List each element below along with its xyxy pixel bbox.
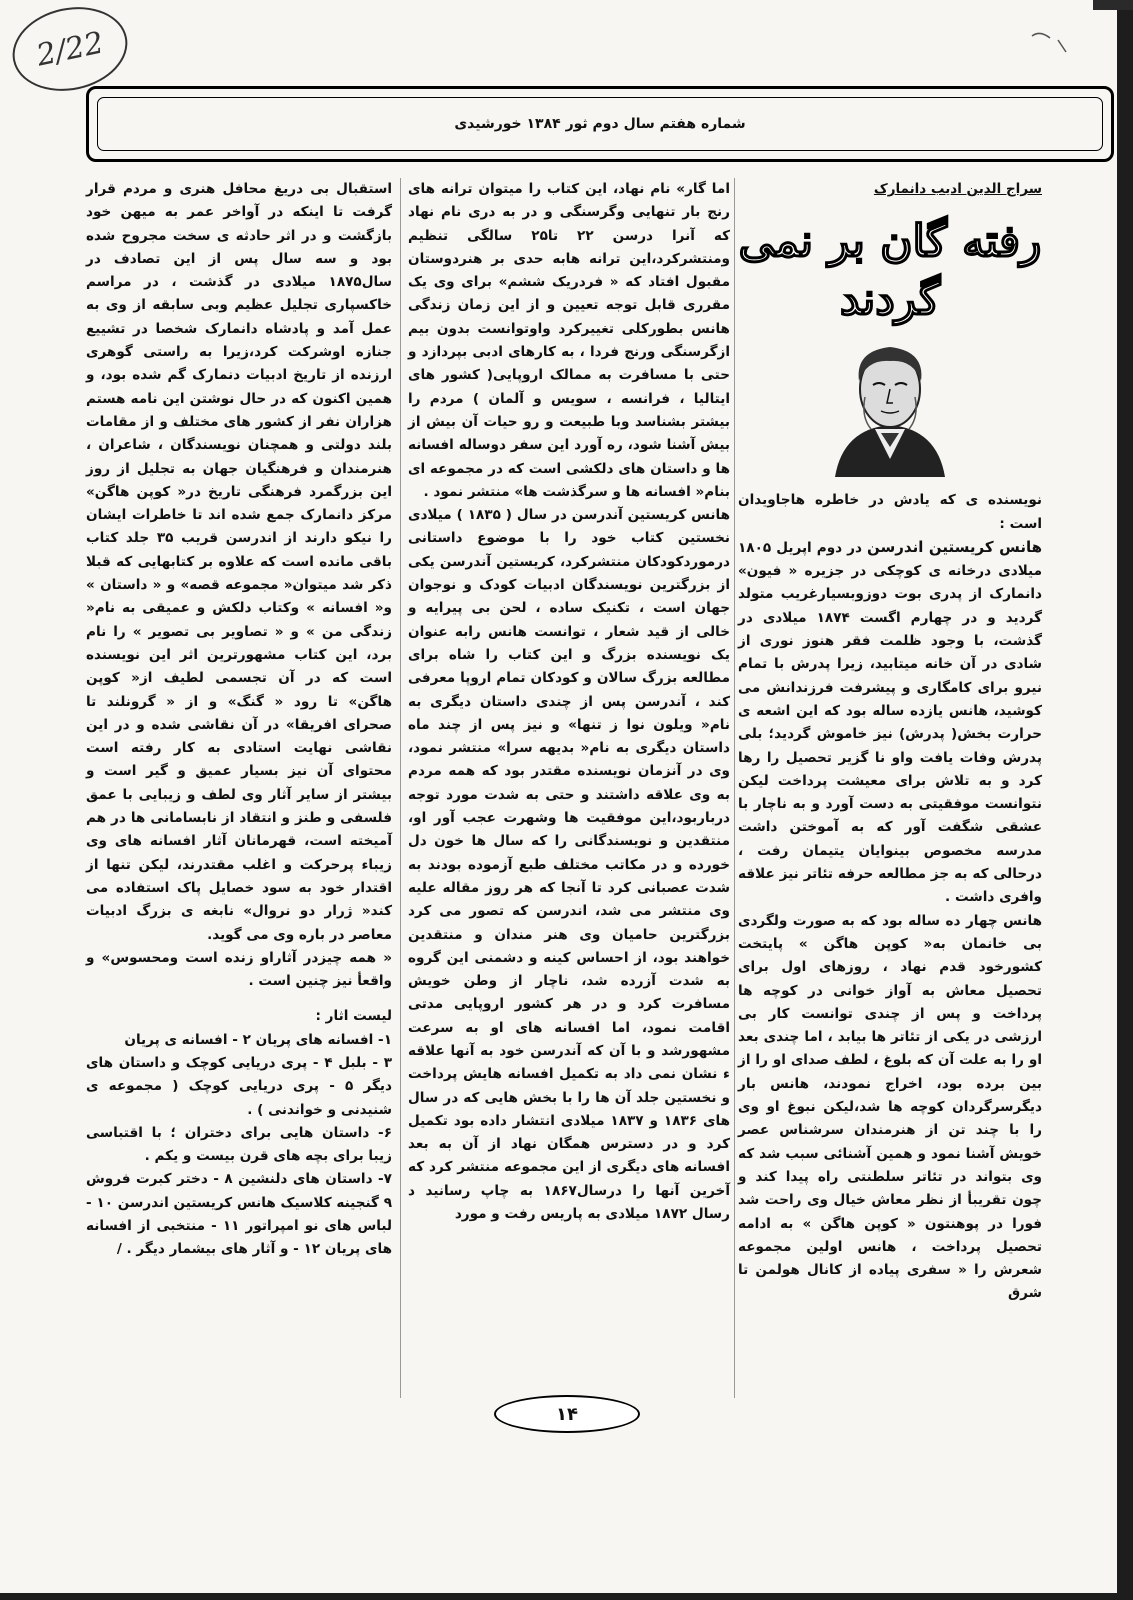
body-paragraph: اما گار» نام نهاد، این کتاب را میتوان ترانه های رنج بار تنهایی وگرسنگی و در به دری نام نهاد که آنرا درسن ۲۲ تا۲۵ سالگی تنظیم ومنتشرکرد،این ترانه هابه حدی بر هنردوستان مقبول افتاد که « فردریک ششم» برای وی یک مقرری قابل توجه تعیین و از این زمان زندگی هانس بطورکلی تغییرکرد واوتوانست بدون بیم ازگرسنگی ورنج فردا ، به کارهای ادبی بپردازد و حتی با مسافرت به ممالک اروپایی( کشور های ایتالیا ، فرانسه ، سویس و آلمان ) مردم را بیشتر بشناسد وبا طبیعت و رو حیات آن بیش از بیش آشنا شود، ره آورد این سفر دوساله افسانه ها و داستان های دلکشی است که در مجموعه ای بنام« افسانه ها و سرگذشت ها» منتشر نمود .	[408, 181, 730, 500]
works-list-item: ۳ - بلبل ۴ - پری دریایی کوچک و داستان های دیگر ۵ - پری دریایی کوچک ( مجموعه ی شنیدنی و خواندنی ) .	[86, 1054, 392, 1118]
column-right	[738, 178, 1042, 1306]
article-title-line1: رفته گان بر نمی	[738, 216, 1042, 268]
works-list-item: ۶- داستان هایی برای دختران ؛ با اقتباسی زیبا برای بچه های قرن بیست و یکم .	[86, 1124, 392, 1165]
issue-header-inner	[97, 97, 1103, 151]
article-title-line2: گردند	[839, 274, 941, 326]
byline: سراج الدین ادیب دانمارک	[873, 181, 1042, 197]
quote: « همه چیزدر آثاراو زنده است ومحسوس» و واقعأ نیز چنین است .	[86, 949, 392, 990]
scan-edge-bottom	[0, 1593, 1133, 1600]
scan-edge-top	[1093, 0, 1133, 10]
portrait-caption: نویسنده ی که یادش در خاطره هاجاویدان است :	[738, 492, 1042, 532]
pen-mark-icon	[1030, 26, 1070, 56]
works-list-item: ۱- افسانه های پریان ۲ - افسانه ی پریان	[124, 1031, 392, 1048]
works-list-title: لیست اثار :	[315, 1008, 392, 1025]
article-title	[738, 213, 1042, 329]
column-left	[86, 178, 392, 1262]
column-middle	[408, 178, 730, 1226]
works-list-item: ۷- داستان های دلنشین ۸ - دختر کبرت فروش ۹ گنجینه کلاسیک هانس کریستین اندرسن ۱۰ - لباس های نو امپراتور ۱۱ - منتخبی از افسانه های پریان ۱۲ - و آثار های بیشمار دیگر . /	[86, 1171, 393, 1258]
intro-text: در دوم اپریل ۱۸۰۵ میلادی درخانه ی کوچکی در جزیره « فیون» دانمارک از پدری بوت دوزوبسیارغریب متولد گردید و در چهارم اگست ۱۸۷۴ میلادی در گذشت، با وجود ظلمت فقر هنوز نوری از شادی در آن خانه میتابید، زیرا پدرش با تمام نیرو برای کامگاری و پیشرفت فرزندانش می کوشید، هانس یازده ساله بود که این اشعه ی حرارت بخش( پدرش) نیز خاموش گردید؛ بلی پدرش وفات یافت واو نا گزیر تحصیل را رها کرد و به تلاش برای معیشت پرداخت لیکن نتوانست موفقیتی به دست آورد و به ناچار با عشقی شگفت آور که به آموختن داشت مدرسه مخصوص بینوایان یتیمان رفت ، درحالی که به جز مطالعه حرفه تئاتر نیز علاقه وافری داشت .	[738, 539, 1042, 906]
issue-header	[86, 86, 1114, 162]
intro-paragraph	[738, 536, 1042, 910]
issue-line: شماره هفتم سال دوم ثور ۱۳۸۴ خورشیدی	[454, 116, 746, 132]
page-number: ۱۴	[494, 1395, 640, 1433]
handwritten-note: 2/22	[5, 0, 136, 101]
body-paragraph: هانس کریستین آندرسن در سال ( ۱۸۳۵ ) میلادی نخستین کتاب خود را با موضوع داستانی درموردکودکان منتشرکرد، کریستین آندرسن یکی از بزرگترین نویسندگان ادبیات کودک و نوجوان جهان است ، تکنیک ساده ، لحن بی پیرایه و خالی از قید شعار ، توانست هانس رابه عنوان یک نویسنده بزرگ و این کتاب را شاه برای مطالعه بزرگ سالان و کودکان تمام اروپا معرفی کند ، آندرسن پس از چندی داستان دیگری به نام« ویلون نوا ز تنها» و نیز پس از چند ماه داستان دیگری به نام« بدیهه سرا» منتشر نمود، وی در آنزمان نویسنده مقتدر بود که همه مردم به وی علاقه داشتند و حتی به شدت مورد توجه درباربود،این موفقیت ها وشهرت عجب آور او، منتقدین و نویسندگانی را که سال ها خون دل خورده و در مکاتب مختلف طبع آزموده بودند به شدت عصبانی کرد تا آنجا که هر روز مقاله علیه وی منتشر می شد، اندرسن که تصور می کرد بزرگترین حامیان وی هنر مندان و منتقدین خواهند بود، از احساس کینه و دشمنی این گروه به شدت آزرده شد، ناچار از وطن خویش مسافرت کرد و در هر کشور اروپایی مدتی اقامت نمود، اما افسانه های او به سرعت مشهورشد و با آن که آندرسن خود به آنها علاقه ء نشان نمی داد به تکمیل افسانه هایش پرداخت و نخستین جلد آن ها را با بخش هایی که در سال های ۱۸۳۶ و ۱۸۳۷ میلادی انتشار داده بود تکمیل کرد و در دسترس همگان نهاد از آن به بعد افسانه های دیگری از این مجموعه منتشر کرد که آخرین آنها را درسال۱۸۶۷ به چاپ رسانید د رسال ۱۸۷۲ میلادی به پاریس رفت و مورد	[408, 507, 730, 1223]
column-divider	[734, 178, 735, 1398]
subject-name: هانس کریستین اندرسن	[867, 537, 1042, 556]
author-portrait	[815, 337, 965, 477]
scan-edge-right	[1117, 0, 1133, 1600]
body-paragraph: استقبال بی دریغ محافل هنری و مردم قرار گرفت تا اینکه در آواخر عمر به میهن خود بازگشت و در اثر حادثه ی سخت مجروح شده بود و سه سال پس از این تصادف در سال۱۸۷۵ میلادی در گذشت ، در مراسم خاکسپاری تجلیل عظیم وبی سابقه از وی به عمل آمد و پادشاه دانمارک شخصا در تشییع جنازه اوشرکت کرد،زیرا به راستی گوهری ارزنده از تاریخ ادبیات دنمارک گم شده بود، و همین اکنون که در حال نوشتن این نامه هستم هزاران نفر از کشور های مختلف و از مقامات بلند دولتی و همچنان نویسندگان ، شاعران ، هنرمندان و فرهنگیان جهان به تجلیل از روز این بزرگمرد فرهنگی تاریخ در« کوپن هاگن» مرکز دانمارک جمع شده اند تا خاطرات ایشان را نیکو دارند از اندرسن قریب ۳۵ جلد کتاب باقی مانده است که علاوه بر کتابهایی که قبلا ذکر شد میتوان« مجموعه قصه» و « داستان » و« افسانه » وکتاب دلکش و عمیقی به نام« زندگی من » و « تصاویر بی تصویر » را نام برد، این کتاب مشهورترین اثر این نویسنده است که در آن تجسمی لطیف از« کوپن هاگن» تا رود « گنگ» و از « گرونلند تا صحرای افریقا» در آن نقاشی شده و در این نقاشی نهایت استادی به کار رفته است محتوای آن نیز بسیار عمیق و گیر است و بیشتر از سایر آثار وی لطف و زیبایی با عمق فلسفی و طنز و انتقاد از نابسامانی ها در هم آمیخته است، قهرمانان آثار افسانه های وی زیباء پرحرکت و اغلب مقتدرند، لیکن تنها از اقتدار خود به سود خصایل پاک استفاده می کند« ژرار دو نروال» نابغه ی بزرگ ادبیات معاصر در باره وی می گوید.	[86, 181, 392, 943]
column-divider	[400, 178, 401, 1398]
body-paragraph: هانس چهار ده ساله بود که به صورت ولگردی بی خانمان به« کوپن هاگن » پایتخت کشورخود قدم نهاد ، روزهای اول برای تحصیل معاش به آواز خوانی در کوچه ها پرداخت و پس از چندی توانست کار بی ارزشی در یکی از تئاتر ها بیابد ، اما چندی بعد او را به علت آن که بلوغ ، لطف صدای او را از بین برده بود، اخراج نمودند، هانس بار دیگرسرگردان کوچه ها شد،لیکن نبوغ او وی را با چند تن از هنرمندان سرشناس عصر خویش آشنا نمود و همین آشنائی سبب شد که وی بتواند در تئاتر سلطنتی راه پیدا کند و چون تقریبأ از نظر معاش خیال وی راحت شد فورا در پوهنتون « کوپن هاگن » به ادامه تحصیل پرداخت ، هانس اولین مجموعه شعرش را « سفری پیاده از کانال هولمن تا شرق	[738, 912, 1042, 1302]
